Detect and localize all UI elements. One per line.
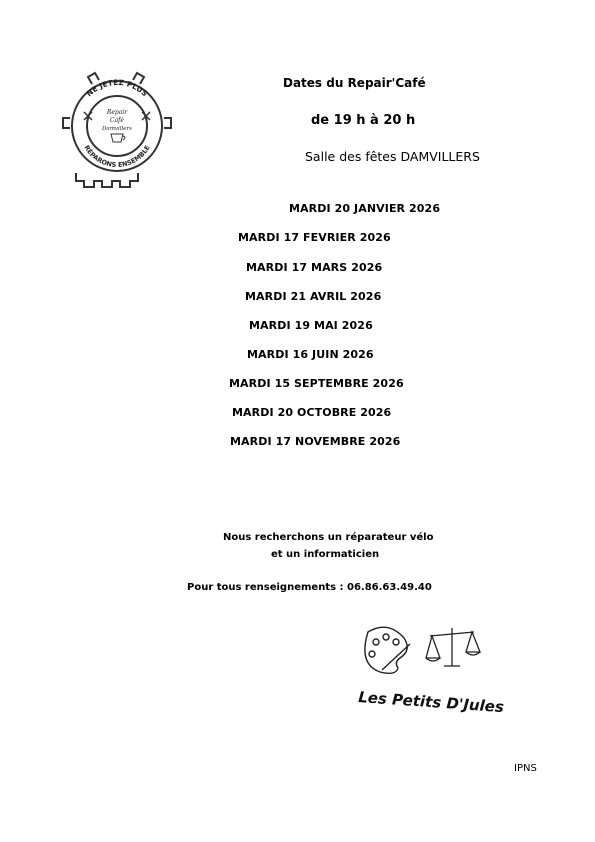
logo-ring-top: NE JETEZ PLUS (84, 77, 150, 99)
date-item: MARDI 17 FEVRIER 2026 (238, 231, 391, 244)
date-item: MARDI 15 SEPTEMBRE 2026 (229, 377, 404, 390)
logo-center-line-2: Café (110, 117, 124, 124)
ipns-label: IPNS (514, 763, 537, 774)
scales-icon (426, 628, 480, 666)
logo-center-line-1: Repair (106, 109, 128, 116)
recruit-line-1: Nous recherchons un réparateur vélo (223, 532, 434, 543)
logo-center-line-3: Damvillers (102, 126, 132, 132)
petits-jules-logo (352, 622, 505, 717)
date-item: MARDI 21 AVRIL 2026 (245, 290, 382, 303)
logo-ring-bottom: RÉPARONS ENSEMBLE (82, 143, 152, 170)
date-item: MARDI 20 JANVIER 2026 (289, 202, 441, 215)
recruit-line-2: et un informaticien (271, 549, 380, 560)
page-title: Dates du Repair'Café (283, 76, 426, 90)
time-range: de 19 h à 20 h (311, 113, 416, 128)
date-item: MARDI 17 MARS 2026 (246, 261, 383, 274)
contact-info: Pour tous renseignements : 06.86.63.49.40 (187, 582, 432, 593)
date-item: MARDI 20 OCTOBRE 2026 (232, 406, 392, 419)
repair-cafe-logo (62, 68, 172, 198)
petits-jules-text: Les Petits D'Jules (357, 688, 505, 717)
date-item: MARDI 16 JUIN 2026 (247, 348, 374, 361)
date-item: MARDI 17 NOVEMBRE 2026 (230, 435, 401, 448)
venue: Salle des fêtes DAMVILLERS (305, 149, 480, 164)
palette-icon (365, 627, 410, 673)
coffee-cup-icon (111, 134, 125, 142)
date-item: MARDI 19 MAI 2026 (249, 319, 373, 332)
